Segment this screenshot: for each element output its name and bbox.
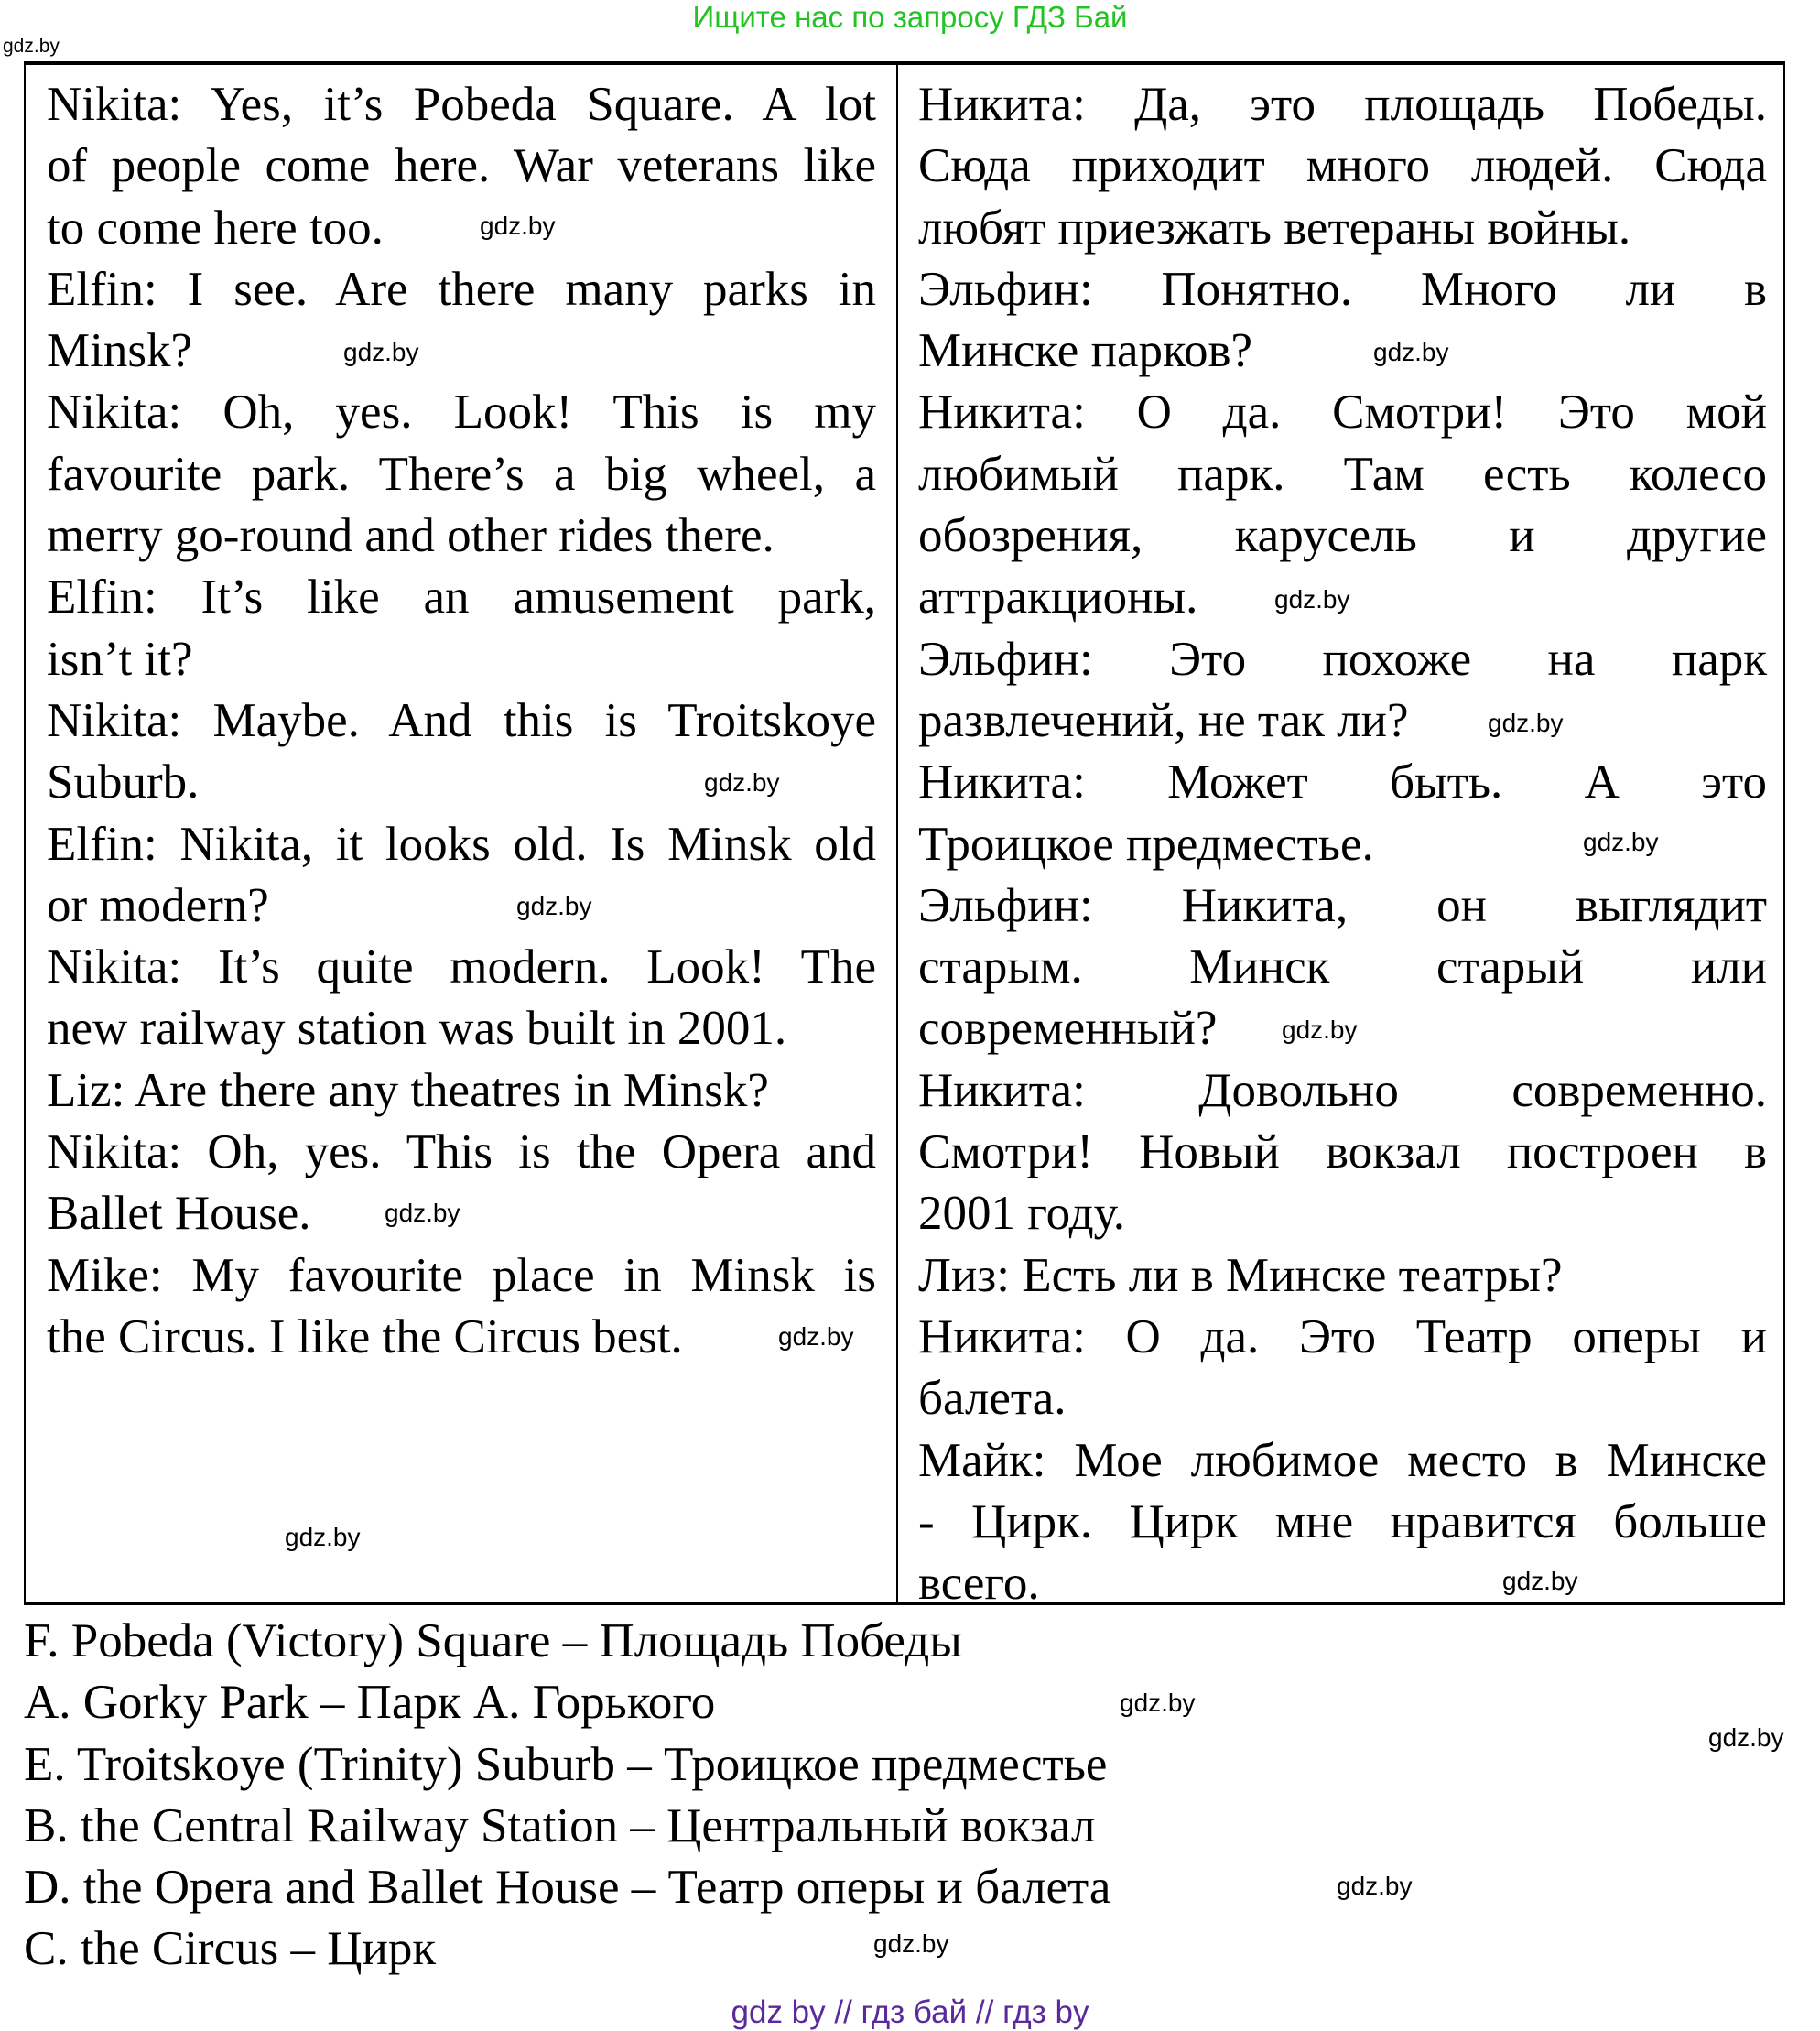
dialogue-line: to come here too. (47, 201, 384, 255)
watermark-text: gdz.by (1583, 828, 1659, 856)
watermark-text: gdz.by (778, 1322, 854, 1351)
dialogue-line: Suburb. (47, 755, 200, 809)
dialogue-line: Сюда приходит много людей. Сюда (918, 139, 1767, 193)
watermark-text: gdz.by (1373, 338, 1449, 366)
dialogue-line: Троицкое предместье. (918, 817, 1374, 871)
column-divider (896, 65, 898, 1602)
dialogue-line: обозрения, карусель и другие (918, 509, 1767, 563)
dialogue-line: Лиз: Есть ли в Минске театры? (918, 1248, 1563, 1302)
dialogue-line: Майк: Мое любимое место в Минске (918, 1433, 1767, 1487)
answer-item: E. Troitskoye (Trinity) Suburb – Троицкое предместье (24, 1737, 1108, 1791)
dialogue-line: Nikita: Oh, yes. This is the Opera and (47, 1125, 876, 1179)
dialogue-line: merry go-round and other rides there. (47, 509, 775, 563)
watermark-text: gdz.by (385, 1199, 460, 1227)
watermark-text: gdz.by (343, 338, 419, 366)
dialogue-line: современный? (918, 1002, 1218, 1056)
dialogue-line: любят приезжать ветераны войны. (918, 201, 1631, 255)
dialogue-line: Никита: О да. Это Театр оперы и (918, 1309, 1767, 1363)
dialogue-line: new railway station was built in 2001. (47, 1002, 787, 1056)
dialogue-line: всего. (918, 1557, 1040, 1611)
dialogue-line: or modern? (47, 878, 269, 932)
dialogue-line: любимый парк. Там есть колесо (918, 447, 1767, 501)
dialogue-line: Nikita: Yes, it’s Pobeda Square. A lot (47, 78, 876, 131)
dialogue-line: Nikita: Oh, yes. Look! This is my (47, 386, 876, 440)
watermark-text: gdz.by (1120, 1689, 1196, 1717)
dialogue-table (24, 61, 1785, 1611)
watermark-text: gdz.by (1488, 709, 1564, 737)
dialogue-line: Никита: О да. Смотри! Это мой (918, 386, 1767, 440)
dialogue-line: - Цирк. Цирк мне нравится больше (918, 1494, 1767, 1548)
dialogue-line: isn’t it? (47, 632, 193, 686)
dialogue-line: Elfin: Nikita, it looks old. Is Minsk old (47, 817, 876, 871)
dialogue-line: аттракционы. (918, 570, 1198, 625)
answer-item: B. the Central Railway Station – Центральный вокзал (24, 1798, 1096, 1852)
dialogue-line: Liz: Are there any theatres in Minsk? (47, 1063, 769, 1117)
dialogue-line: 2001 году. (918, 1187, 1126, 1241)
dialogue-line: the Circus. I like the Circus best. (47, 1309, 683, 1363)
dialogue-line: Elfin: I see. Are there many parks in (47, 262, 876, 316)
watermark-text: gdz.by (285, 1523, 361, 1551)
answer-list (24, 1611, 1110, 1981)
dialogue-line: балета. (918, 1372, 1067, 1426)
dialogue-line: Эльфин: Понятно. Много ли в (918, 262, 1767, 316)
watermark-text: gdz.by (1274, 585, 1350, 614)
dialogue-line: Nikita: Maybe. And this is Troitskoye (47, 693, 876, 747)
answer-item: D. the Opera and Ballet House – Театр оперы и балета (24, 1861, 1111, 1915)
english-column (47, 74, 876, 1368)
dialogue-line: of people come here. War veterans like (47, 139, 876, 193)
search-hint: Ищите нас по запросу ГДЗ Бай (692, 0, 1128, 34)
dialogue-line: старым. Минск старый или (918, 940, 1767, 994)
dialogue-line: Minsk? (47, 324, 192, 378)
answer-item: F. Pobeda (Victory) Square – Площадь Победы (24, 1614, 962, 1667)
dialogue-line: Elfin: It’s like an amusement park, (47, 570, 876, 625)
watermark-text: gdz.by (873, 1929, 949, 1958)
watermark-text: gdz.by (1502, 1567, 1578, 1595)
watermark-text: gdz.by (704, 768, 780, 797)
dialogue-line: Ballet House. (47, 1187, 311, 1241)
dialogue-line: Смотри! Новый вокзал построен в (918, 1125, 1767, 1179)
watermark-text: gdz.by (1337, 1872, 1413, 1900)
dialogue-line: Никита: Да, это площадь Победы. (918, 78, 1767, 131)
dialogue-line: Nikita: It’s quite modern. Look! The (47, 940, 876, 994)
answer-item: C. the Circus – Цирк (24, 1922, 437, 1976)
watermark-text: gdz.by (1282, 1016, 1358, 1044)
dialogue-line: Никита: Может быть. А это (918, 755, 1767, 809)
dialogue-line: Mike: My favourite place in Minsk is (47, 1248, 876, 1302)
footer-links: gdz by // гдз бай // гдз by (731, 1994, 1089, 2030)
watermark-text: gdz.by (516, 892, 592, 920)
dialogue-line: развлечений, не так ли? (918, 693, 1409, 747)
answer-item: A. Gorky Park – Парк А. Горького (24, 1676, 716, 1730)
watermark-text: gdz.by (480, 212, 556, 240)
dialogue-line: Никита: Довольно современно. (918, 1063, 1767, 1117)
dialogue-line: Эльфин: Никита, он выглядит (918, 878, 1767, 932)
dialogue-line: favourite park. There’s a big wheel, a (47, 447, 876, 501)
dialogue-line: Эльфин: Это похоже на парк (918, 632, 1767, 686)
dialogue-line: Минске парков? (918, 324, 1253, 378)
watermark-text: gdz.by (3, 36, 60, 57)
watermark-text: gdz.by (1708, 1723, 1784, 1752)
